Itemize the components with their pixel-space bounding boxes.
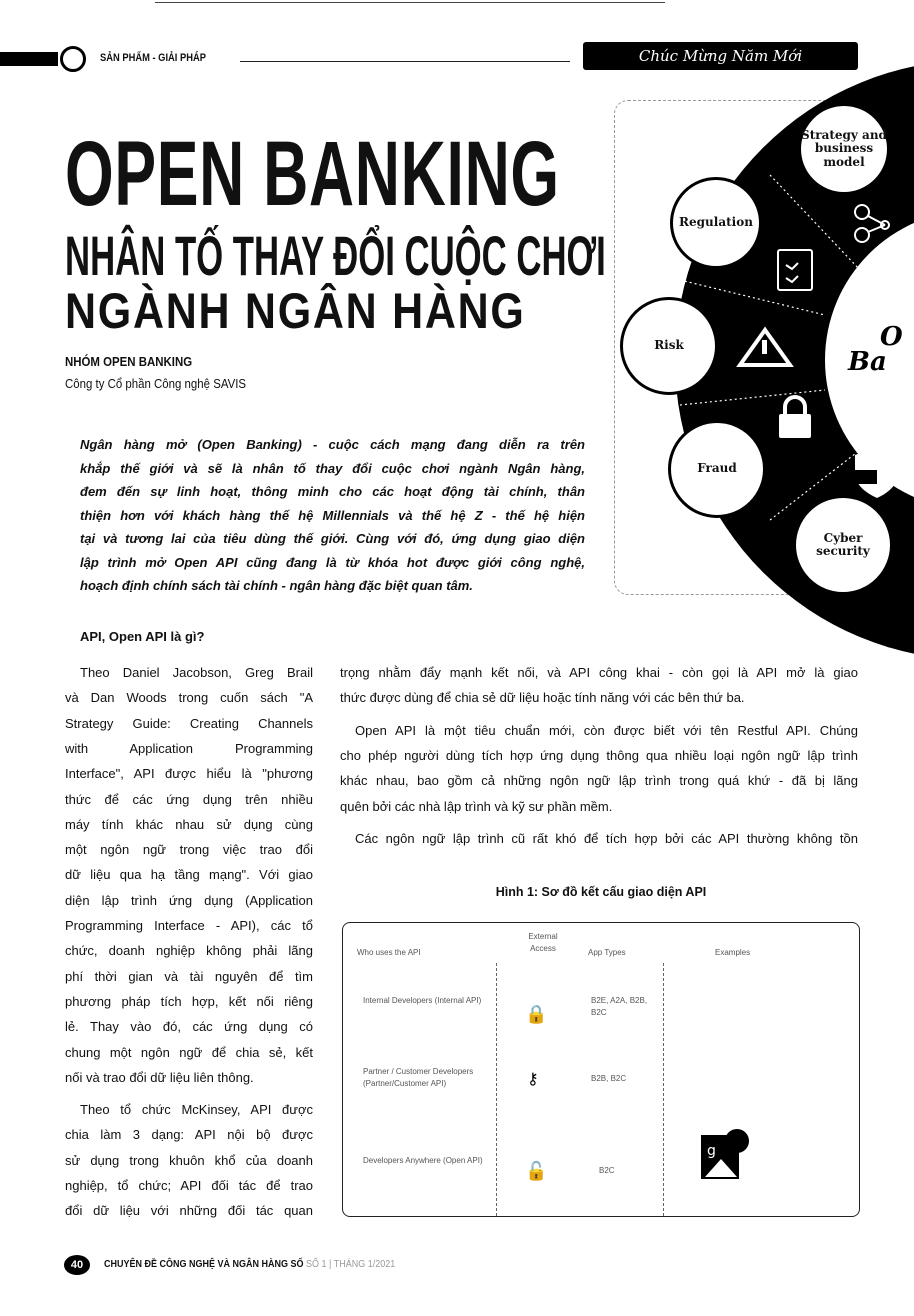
node-risk: Risk <box>620 297 718 395</box>
text-line: đem đến sự linh hoạt, thông minh cho các hoạt động tài chính, thân <box>80 484 585 499</box>
page-number: 40 <box>64 1255 90 1275</box>
text-line: và Dan Woods trong cuốn sách "A <box>65 690 313 706</box>
text-line: quên bởi các nhà lập trình và kỹ sư phần mềm. <box>340 798 613 814</box>
section-heading: API, Open API là gì? <box>80 629 205 644</box>
text-line: một ngôn ngữ trong việc trao đổi <box>65 842 313 858</box>
text-line: Programming Interface - API), các tổ <box>65 918 313 933</box>
header-bar <box>0 52 58 66</box>
top-rule <box>155 2 665 3</box>
section-label: SẢN PHẨM - GIẢI PHÁP <box>100 52 206 64</box>
text-line: thức được dùng để chia sẻ dữ liệu hoặc tính năng với các bên thứ ba. <box>340 690 745 706</box>
article-subtitle-line2: NGÀNH NGÂN HÀNG <box>65 283 526 339</box>
col-header-who: Who uses the API <box>357 948 421 957</box>
text-line: dữ liệu qua hạ tầng mạng". Với giao <box>65 867 313 883</box>
col-header-examples: Examples <box>715 948 751 957</box>
open-banking-diagram <box>610 95 903 600</box>
text-line: tại và tương lai của tiêu dùng thế giới. Cùng với đó, ứng dụng giao diện <box>80 531 585 546</box>
text-line: thiện hơn với khách hàng thế hệ Millennials và thế hệ Z - thế hệ hiện <box>80 507 585 523</box>
issue-info: SỐ 1 | THÁNG 1/2021 <box>306 1259 396 1270</box>
key-icon: ⚷ <box>527 1071 539 1088</box>
text-line: cho phép người dùng tích hợp ứng dụng thông qua nhiều loại ngôn ngữ lập trình <box>340 747 858 763</box>
header-rule <box>240 61 570 62</box>
text-line: đổi dữ liệu với những đối tác quan <box>65 1203 313 1219</box>
article-title: OPEN BANKING <box>65 123 560 225</box>
text-line: chức, doanh nghiệp không phải lãng <box>65 943 313 959</box>
text-line: thức để các ứng dụng trên nhiều <box>65 791 313 807</box>
magazine-logo-icon <box>60 46 86 72</box>
row-types: B2B, B2C <box>591 1074 627 1083</box>
text-line: Các ngôn ngữ lập trình cũ rất khó để tích hợp bởi các API thường không tồn <box>355 830 858 846</box>
row-who: Internal Developers (Internal API) <box>363 996 482 1005</box>
row-types: B2E, A2A, B2B, B2C <box>591 996 648 1017</box>
text-line: lập trình mở Open API cũng đang là từ khóa hot được giới công nghệ, <box>80 554 585 570</box>
text-line: máy tính khác nhau sử dụng cùng <box>65 816 313 832</box>
lock-open-icon: 🔓 <box>525 1161 548 1181</box>
text-line: Theo tổ chức McKinsey, API được <box>80 1102 313 1118</box>
node-regulation: Regulation <box>670 177 762 269</box>
text-line: chia làm 3 dạng: API nội bộ được <box>65 1127 313 1143</box>
google-maps-icon <box>701 1129 751 1181</box>
svg-text:g: g <box>707 1143 716 1159</box>
col-header-access: External Access <box>528 932 558 953</box>
row-who: Partner / Customer Developers (Partner/Customer API) <box>363 1067 474 1088</box>
publication-name: CHUYÊN ĐỀ CÔNG NGHỆ VÀ NGÂN HÀNG SỐ <box>104 1259 304 1270</box>
row-who: Developers Anywhere (Open API) <box>363 1156 483 1165</box>
article-subtitle-line1: NHÂN TỐ THAY ĐỔI CUỘC CHƠI <box>65 224 606 287</box>
text-line: nghiệp, tổ chức; API đối tác để trao <box>65 1178 313 1193</box>
text-line: Open API là một tiêu chuẩn mới, còn được biết với tên Restful API. Chúng <box>355 722 858 738</box>
text-line: Interface", API được hiểu là "phương <box>65 766 313 782</box>
node-strategy: Strategy and business model <box>798 103 890 195</box>
text-line: phương pháp tích hợp, kết nối riêng <box>65 993 313 1009</box>
text-line: lẻ. Thay vào đó, các ứng dụng có <box>65 1019 313 1035</box>
node-fraud: Fraud <box>668 420 766 518</box>
text-line: Strategy Guide: Creating Channels <box>65 715 313 731</box>
api-figure <box>342 922 860 1217</box>
text-line: khắp thế giới và sẽ là nhân tố thay đổi cuộc chơi ngành Ngân hàng, <box>80 460 585 476</box>
figure-caption: Hình 1: Sơ đồ kết cấu giao diện API <box>495 885 707 899</box>
text-line: hoạch định chính sách tài chính - ngân hàng đặc biệt quan tâm. <box>80 578 473 593</box>
col-header-types: App Types <box>588 948 626 957</box>
text-line: with Application Programming <box>65 740 313 756</box>
lock-closed-icon: 🔒 <box>525 1004 548 1024</box>
text-line: khác nhau, bao gồm cả những ngôn ngữ lập trình trong quá khứ - đã bị lãng <box>340 773 858 789</box>
text-line: trọng nhằm đẩy mạnh kết nối, và API công khai - còn gọi là API mở là giao <box>340 665 858 680</box>
text-line: chung một ngôn ngữ để chia sẻ, kết <box>65 1044 313 1060</box>
text-line: nối và trao đổi dữ liệu liên thông. <box>65 1069 254 1085</box>
author: NHÓM OPEN BANKING <box>65 354 193 369</box>
row-types: B2C <box>599 1166 615 1175</box>
node-cyber-security: Cyber security <box>793 495 893 595</box>
new-year-banner: Chúc Mừng Năm Mới <box>583 42 858 70</box>
footer-publication <box>104 1259 395 1270</box>
text-line: Theo Daniel Jacobson, Greg Brail <box>80 665 313 680</box>
text-line: diện lập trình ứng dụng (Application <box>65 892 313 908</box>
text-line: phí thời gian và tài nguyên để tìm <box>65 968 313 984</box>
svg-text:Ba: Ba <box>848 347 887 377</box>
text-line: sử dụng trong khuôn khổ của doanh <box>65 1152 313 1168</box>
text-line: Ngân hàng mở (Open Banking) - cuộc cách mạng đang diễn ra trên <box>80 437 585 452</box>
svg-text:O: O <box>880 322 903 352</box>
author-company: Công ty Cổ phần Công nghệ SAVIS <box>65 376 247 391</box>
